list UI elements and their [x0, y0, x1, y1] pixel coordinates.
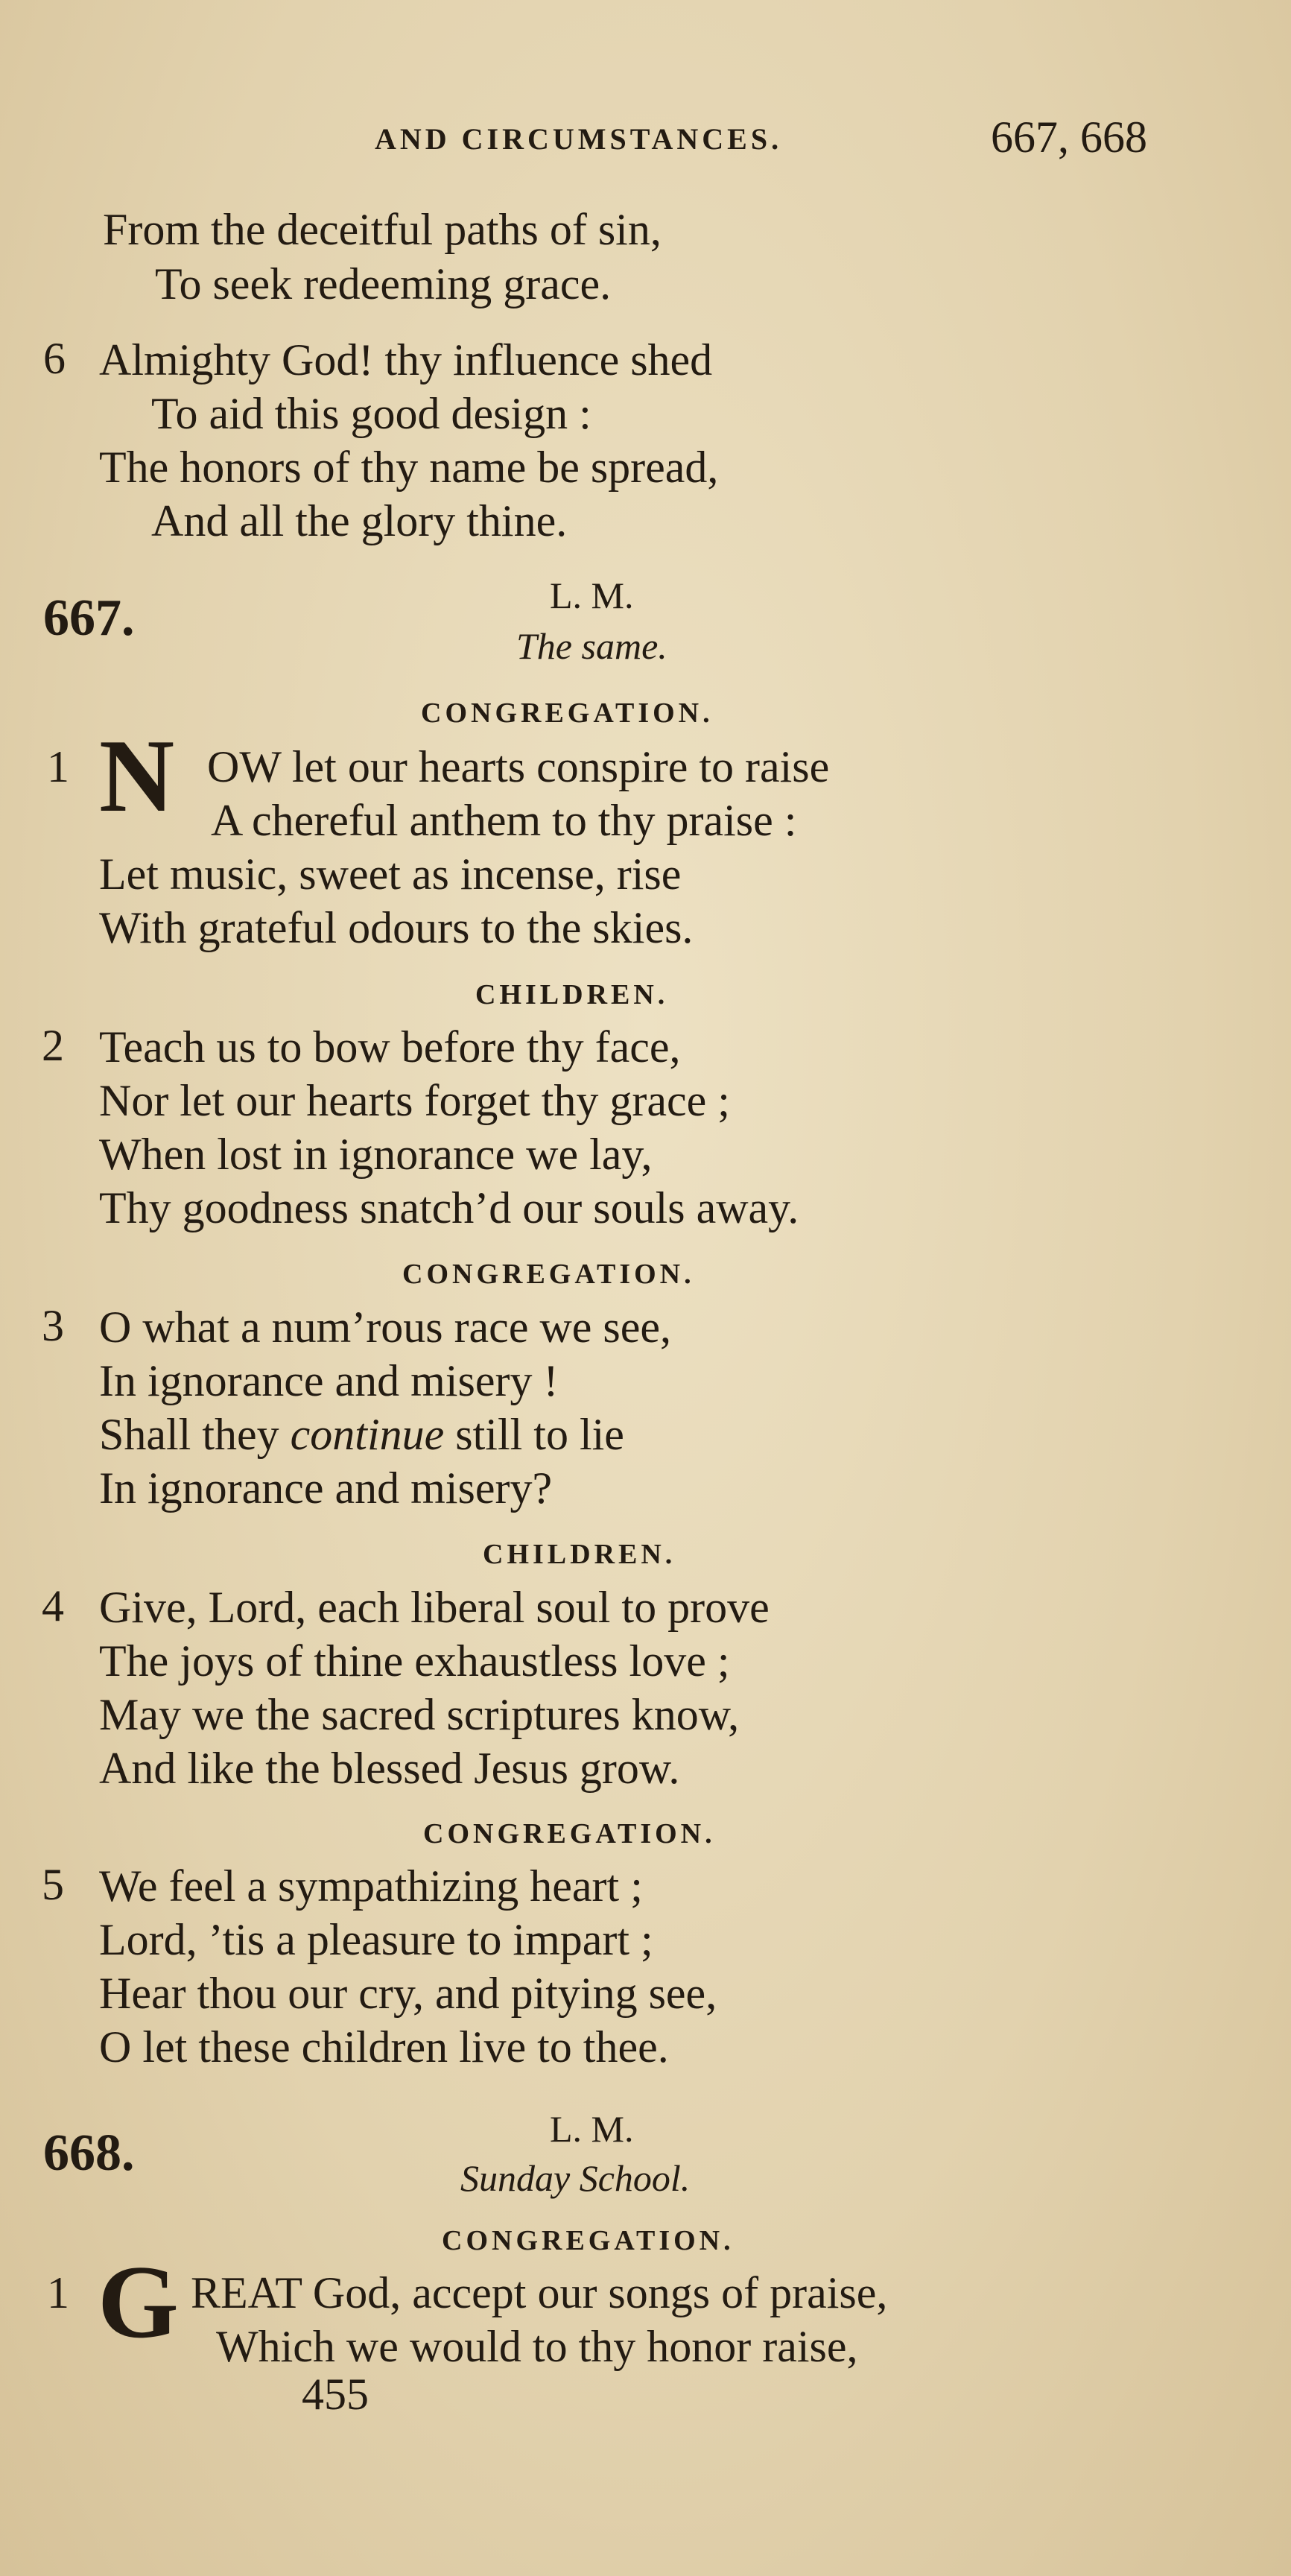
verse-number: 1 — [47, 742, 69, 791]
verse-line: Give, Lord, each liberal soul to prove — [99, 1583, 770, 1632]
verse-text: Shall they — [99, 1410, 291, 1459]
part-heading: CONGREGATION. — [402, 1259, 695, 1290]
verse-line: The honors of thy name be spread, — [99, 443, 719, 492]
part-heading: CONGREGATION. — [421, 697, 714, 729]
hymn-tune: Sunday School. — [460, 2157, 691, 2199]
carryover-line-2: To seek redeeming grace. — [155, 259, 612, 308]
verse-line: Teach us to bow before thy face, — [99, 1022, 681, 1072]
verse-line: Nor let our hearts forget thy grace ; — [99, 1076, 730, 1125]
signature-mark: 455 — [302, 2370, 369, 2419]
verse-line: And like the blessed Jesus grow. — [99, 1744, 680, 1793]
verse-line: OW let our hearts conspire to raise — [207, 742, 830, 791]
verse-line: Lord, ’tis a pleasure to impart ; — [99, 1915, 653, 1964]
hymn-number: 668. — [43, 2124, 135, 2182]
drop-cap: G — [98, 2244, 179, 2360]
hymn-meter: L. M. — [550, 2108, 634, 2150]
verse-line: Which we would to thy honor raise, — [216, 2322, 858, 2371]
verse-number: 5 — [42, 1860, 64, 1909]
carryover-line-1: From the deceitful paths of sin, — [103, 205, 662, 254]
running-title: AND CIRCUMSTANCES. — [375, 122, 783, 156]
verse-line: In ignorance and misery? — [99, 1463, 553, 1513]
hymn-meter: L. M. — [550, 575, 634, 616]
verse-line: Thy goodness snatch’d our souls away. — [99, 1183, 799, 1232]
verse-line: O let these children live to thee. — [99, 2022, 669, 2072]
part-heading: CHILDREN. — [475, 979, 669, 1010]
verse-line: REAT God, accept our songs of praise, — [191, 2268, 888, 2317]
verse-line: O what a num’rous race we see, — [99, 1303, 672, 1352]
part-heading: CONGREGATION. — [423, 1818, 716, 1849]
verse-number: 1 — [47, 2268, 69, 2317]
page-numbers: 667, 668 — [991, 113, 1147, 162]
verse-line — [99, 1408, 624, 1461]
verse-line: A chereful anthem to thy praise : — [211, 796, 797, 845]
verse-line: To aid this good design : — [151, 389, 591, 438]
verse-text: still to lie — [444, 1410, 624, 1459]
drop-cap: N — [99, 718, 175, 834]
verse-number: 2 — [42, 1021, 64, 1070]
verse-line: When lost in ignorance we lay, — [99, 1130, 653, 1179]
verse-number: 6 — [43, 334, 66, 383]
part-heading: CHILDREN. — [483, 1539, 676, 1570]
verse-line: Let music, sweet as incense, rise — [99, 849, 682, 899]
verse-line: In ignorance and misery ! — [99, 1356, 559, 1405]
verse-number: 3 — [42, 1301, 64, 1350]
verse-line: May we the sacred scriptures know, — [99, 1690, 740, 1739]
verse-line: The joys of thine exhaustless love ; — [99, 1636, 730, 1686]
verse-line: Almighty God! thy influence shed — [99, 335, 713, 384]
verse-line: With grateful odours to the skies. — [99, 903, 694, 952]
hymn-number: 667. — [43, 589, 135, 647]
hymn-tune: The same. — [516, 625, 667, 667]
verse-number: 4 — [42, 1581, 64, 1630]
part-heading: CONGREGATION. — [442, 2225, 735, 2256]
verse-line: Hear thou our cry, and pitying see, — [99, 1969, 717, 2018]
verse-line: We feel a sympathizing heart ; — [99, 1861, 643, 1911]
verse-line: And all the glory thine. — [151, 496, 568, 545]
italic-word: continue — [290, 1410, 445, 1459]
